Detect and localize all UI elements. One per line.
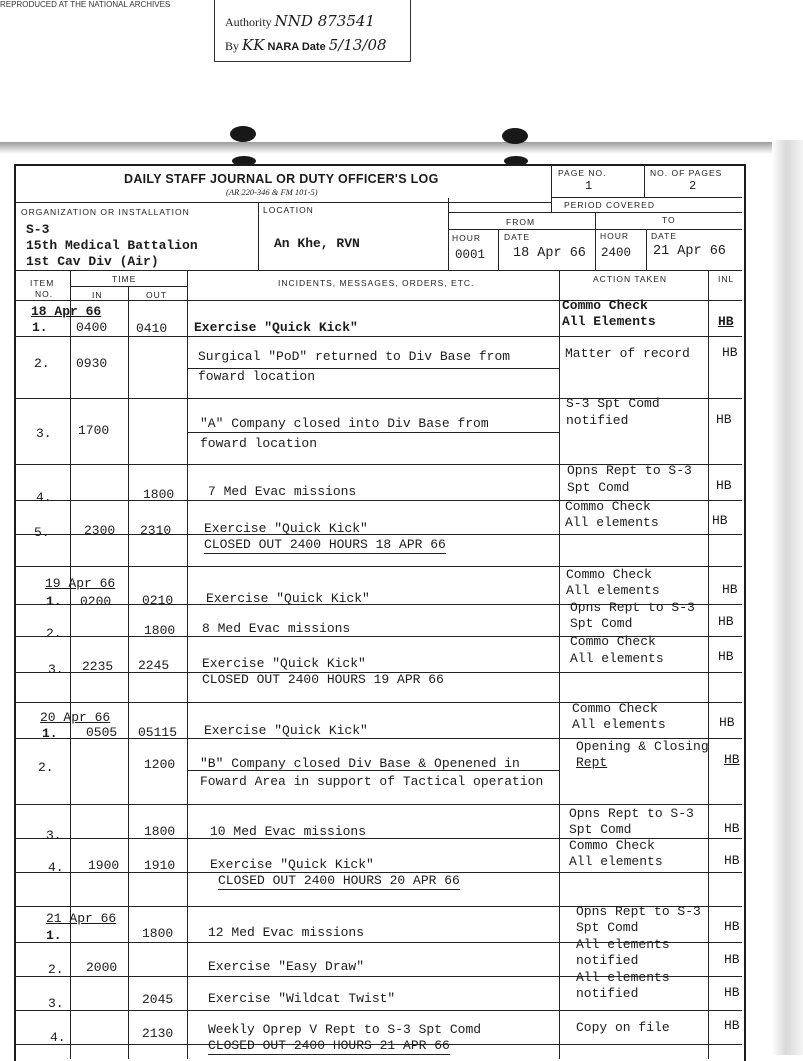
from-date-label: DATE	[504, 232, 531, 242]
initials: HB	[716, 412, 732, 427]
initials: HB	[724, 985, 740, 1000]
initials: HB	[712, 513, 728, 528]
initials: HB	[718, 314, 734, 329]
time-in: 2000	[86, 960, 118, 975]
item-no: 4.	[50, 1030, 66, 1045]
action-text: Commo Check	[562, 298, 648, 313]
action-text: Commo Check	[572, 701, 658, 716]
incident-text: Exercise "Quick Kick"	[206, 591, 370, 606]
org-line-3: 1st Cav Div (Air)	[26, 254, 159, 269]
action-text: All elements	[576, 970, 670, 985]
item-no: 4.	[48, 860, 64, 875]
item-no: 1.	[46, 928, 62, 943]
incident-text: Exercise "Wildcat Twist"	[208, 991, 396, 1006]
incident-text: "A" Company closed into Div Base from	[200, 416, 489, 431]
action-text: Commo Check	[566, 567, 652, 582]
time-out: 1800	[142, 926, 174, 941]
time-out: 2130	[142, 1026, 174, 1041]
item-no: 3.	[48, 662, 64, 677]
item-no: 4.	[36, 490, 52, 505]
org-line-2: 15th Medical Battalion	[26, 238, 198, 253]
from-date: 18 Apr 66	[513, 246, 586, 261]
page-no: 1	[585, 179, 593, 193]
incident-text: 12 Med Evac missions	[208, 925, 365, 940]
incident-text: foward location	[198, 369, 316, 384]
time-in-label: IN	[92, 290, 103, 300]
item-no: 2.	[46, 626, 62, 641]
action-text: All elements	[566, 583, 660, 598]
item-no: 3.	[46, 828, 62, 843]
date-heading-18-apr: 18 Apr 66	[31, 304, 102, 319]
from-hour-label: HOUR	[452, 233, 482, 243]
nara-date-label: NARA Date	[267, 41, 326, 53]
closed-out-line: CLOSED OUT 2400 HOURS 20 APR 66	[218, 873, 460, 888]
incident-text: Weekly Oprep V Rept to S-3 Spt Comd	[208, 1022, 482, 1037]
no-of-pages-label: NO. OF PAGES	[650, 168, 723, 178]
incident-text: Exercise "Quick Kick"	[204, 723, 368, 738]
action-text: Spt Comd	[569, 822, 632, 837]
time-out: 1800	[144, 824, 176, 839]
by-value: KK	[242, 36, 265, 54]
action-text: Matter of record	[565, 346, 690, 361]
initials: HB	[724, 821, 740, 836]
initials: HB	[722, 582, 738, 597]
action-text: Opns Rept to S-3	[570, 600, 695, 615]
incident-text: Exercise "Quick Kick"	[204, 521, 368, 536]
declassification-stamp	[214, 0, 411, 62]
incident-text: 8 Med Evac missions	[202, 621, 351, 636]
initials: HB	[719, 715, 735, 730]
incident-text: Surgical "PoD" returned to Div Base from	[198, 349, 511, 364]
action-text: Spt Comd	[567, 480, 630, 495]
action-text: S-3 Spt Comd	[566, 396, 660, 411]
initials: HB	[722, 345, 738, 360]
time-in: 0400	[76, 320, 108, 335]
org-label: ORGANIZATION OR INSTALLATION	[21, 207, 190, 217]
item-no-label: NO.	[35, 289, 54, 299]
item-no: 2.	[48, 962, 64, 977]
action-label: ACTION TAKEN	[593, 274, 668, 284]
action-text: Opns Rept to S-3	[569, 806, 694, 821]
time-out: 1910	[144, 858, 176, 873]
to-label: TO	[662, 215, 676, 225]
time-out: 2045	[142, 992, 174, 1007]
no-of-pages: 2	[689, 179, 697, 193]
action-text: notified	[576, 953, 639, 968]
scan-edge-shadow	[772, 140, 803, 1055]
time-in: 2235	[82, 659, 114, 674]
authority-value: NND 873541	[274, 12, 375, 30]
binder-hole	[502, 128, 528, 144]
to-date-label: DATE	[651, 231, 678, 241]
archive-header: REPRODUCED AT THE NATIONAL ARCHIVES	[0, 0, 171, 9]
org-line-1: S-3	[26, 222, 50, 237]
action-text: notified	[566, 413, 629, 428]
incidents-label: INCIDENTS, MESSAGES, ORDERS, ETC.	[278, 278, 475, 288]
time-label: TIME	[112, 274, 137, 284]
closed-out-line: CLOSED OUT 2400 HOURS 19 APR 66	[202, 672, 444, 687]
time-out: 1800	[144, 623, 176, 638]
action-text: Opns Rept to S-3	[576, 904, 701, 919]
action-text: All elements	[572, 717, 666, 732]
item-no: 5.	[34, 525, 50, 540]
initials: HB	[716, 478, 732, 493]
form-subtitle: (AR 220-346 & FM 101-5)	[226, 187, 318, 197]
initials: HB	[724, 1018, 740, 1033]
closed-out-line: CLOSED OUT 2400 HOURS 21 APR 66	[208, 1038, 450, 1053]
incident-text: foward location	[200, 436, 318, 451]
initials: HB	[724, 919, 740, 934]
action-text: Commo Check	[569, 838, 655, 853]
incident-text: Exercise "Quick Kick"	[210, 857, 374, 872]
stamp-bottom-rule	[214, 61, 410, 62]
time-in: 2300	[84, 523, 116, 538]
action-text: Opening & Closing	[576, 739, 709, 754]
time-out: 1800	[143, 487, 175, 502]
by-label: By	[225, 39, 240, 53]
from-hour: 0001	[455, 248, 486, 262]
time-out: 2245	[138, 658, 170, 673]
initials: HB	[724, 752, 740, 767]
incident-text: Foward Area in support of Tactical operation	[200, 774, 544, 789]
from-label: FROM	[506, 217, 536, 227]
time-out: 2310	[140, 523, 172, 538]
authority-label: Authority	[225, 15, 272, 29]
period-label: PERIOD COVERED	[564, 200, 655, 210]
date-heading-19-apr: 19 Apr 66	[45, 576, 116, 591]
time-in: 0200	[80, 594, 112, 609]
action-text: All elements	[569, 854, 663, 869]
to-hour: 2400	[601, 246, 632, 260]
time-out-label: OUT	[146, 290, 167, 300]
time-in: 0505	[86, 725, 118, 740]
incident-text: Exercise "Quick Kick"	[202, 656, 366, 671]
item-no: 1.	[32, 320, 48, 335]
incident-text: Exercise "Easy Draw"	[208, 959, 365, 974]
item-no: 2.	[38, 760, 54, 775]
action-text: Rept	[576, 755, 608, 770]
location-label: LOCATION	[263, 205, 314, 215]
date-heading-20-apr: 20 Apr 66	[40, 710, 111, 725]
item-no: 3.	[48, 996, 64, 1011]
nara-date-value: 5/13/08	[328, 36, 387, 54]
time-out: 0410	[136, 321, 168, 336]
action-text: Opns Rept to S-3	[567, 463, 692, 478]
initials: HB	[724, 853, 740, 868]
inl-label: INL	[718, 274, 735, 284]
incident-text: 7 Med Evac missions	[208, 484, 357, 499]
location-value: An Khe, RVN	[274, 236, 360, 251]
action-text: Commo Check	[570, 634, 656, 649]
form-title: DAILY STAFF JOURNAL OR DUTY OFFICER'S LOG	[124, 172, 439, 186]
item-no: 3.	[36, 426, 52, 441]
time-in: 1700	[78, 423, 110, 438]
item-no: 1.	[42, 726, 58, 741]
action-text: Spt Comd	[570, 616, 633, 631]
incident-text: Exercise "Quick Kick"	[194, 320, 358, 335]
time-in: 1900	[88, 858, 120, 873]
closed-out-line: CLOSED OUT 2400 HOURS 18 APR 66	[204, 537, 446, 552]
initials: HB	[718, 649, 734, 664]
action-text: All Elements	[562, 314, 656, 329]
time-out: 1200	[144, 757, 176, 772]
initials: HB	[718, 614, 734, 629]
binder-hole	[230, 126, 256, 142]
to-hour-label: HOUR	[600, 231, 630, 241]
time-in: 0930	[76, 356, 108, 371]
incident-text: 10 Med Evac missions	[210, 824, 367, 839]
date-heading-21-apr: 21 Apr 66	[46, 911, 117, 926]
action-text: Commo Check	[565, 499, 651, 514]
action-text: Copy on file	[576, 1020, 670, 1035]
action-text: All elements	[565, 515, 659, 530]
page-no-label: PAGE NO.	[558, 168, 607, 178]
item-no: 1.	[46, 594, 62, 609]
action-text: Spt Comd	[576, 920, 639, 935]
initials: HB	[724, 952, 740, 967]
action-text: notified	[576, 986, 639, 1001]
time-out: 05115	[138, 725, 178, 740]
action-text: All elements	[576, 937, 670, 952]
time-out: 0210	[142, 593, 174, 608]
scan-fold-shadow	[0, 142, 803, 154]
item-label: ITEM	[30, 278, 55, 288]
incident-text: "B" Company closed Div Base & Openened in	[200, 756, 520, 771]
item-no: 2.	[34, 356, 50, 371]
to-date: 21 Apr 66	[653, 244, 726, 259]
action-text: All elements	[570, 651, 664, 666]
